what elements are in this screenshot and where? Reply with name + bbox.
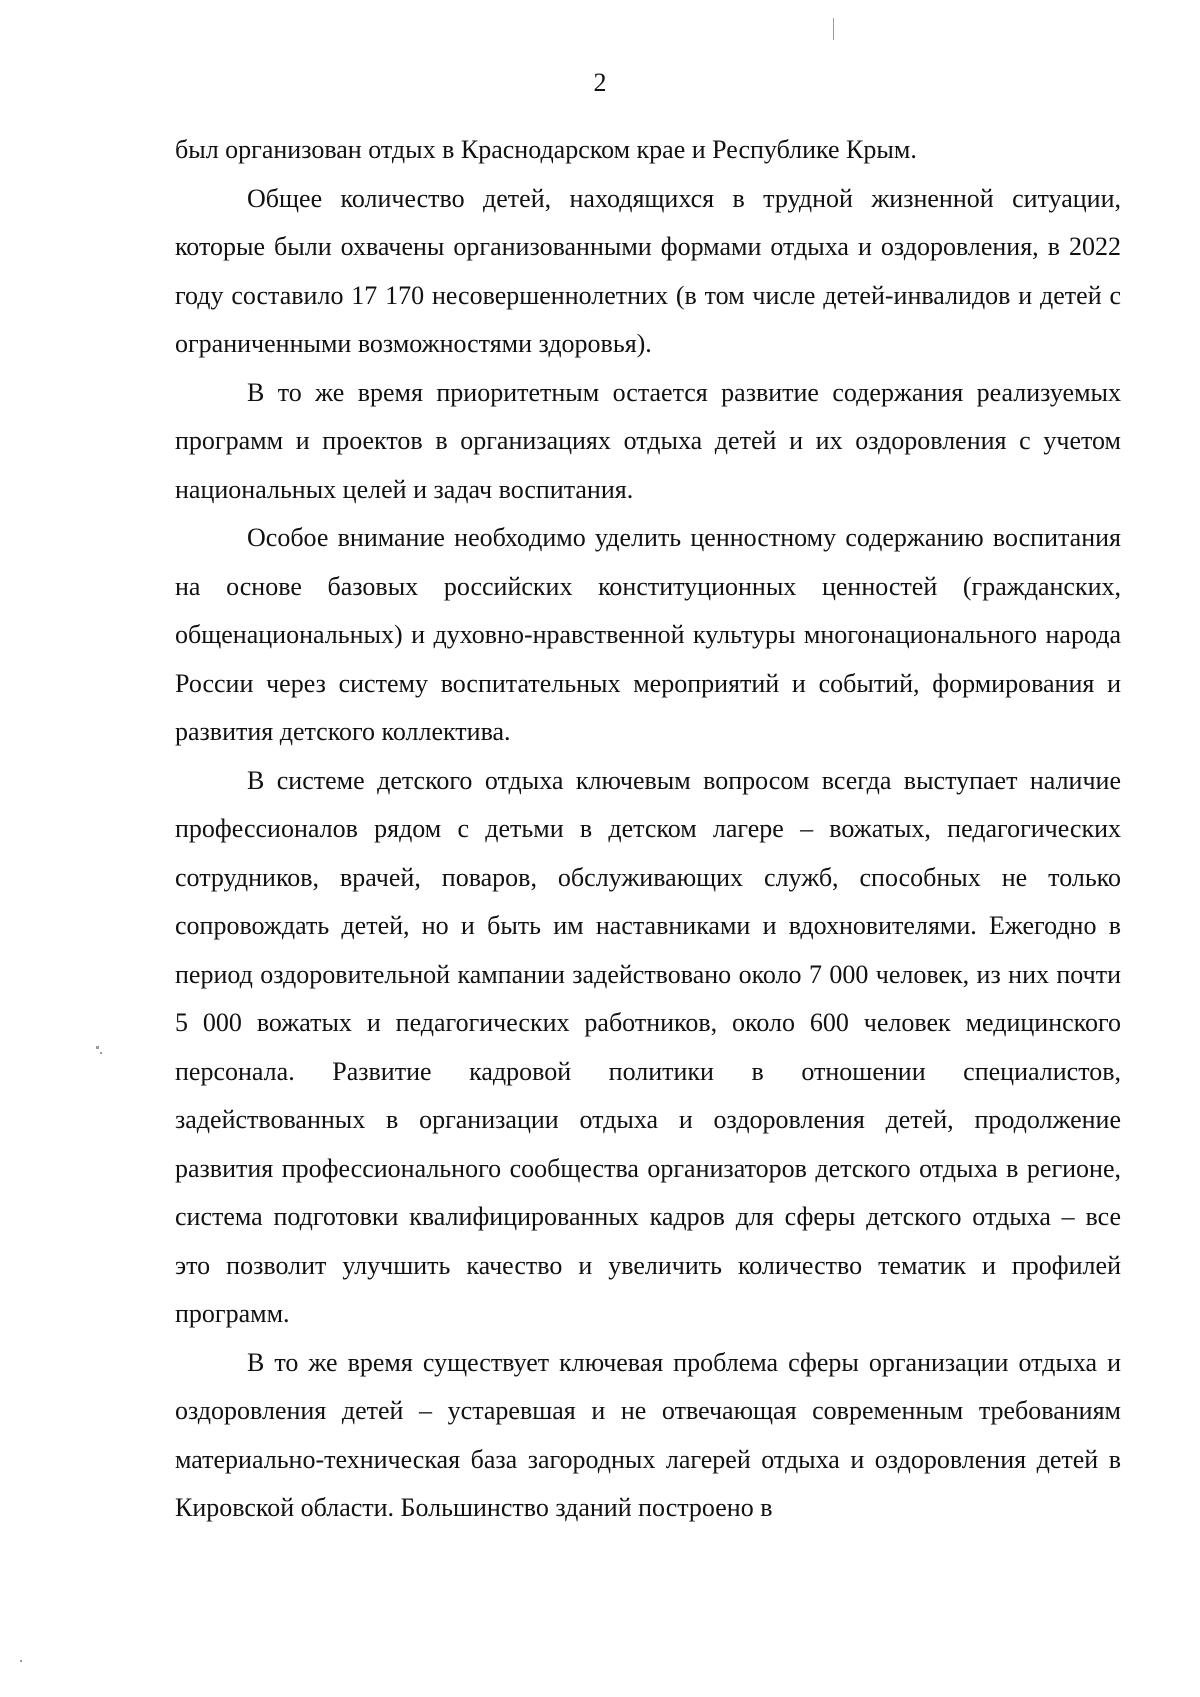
scan-mark (833, 18, 834, 40)
scan-mark (100, 1052, 102, 1054)
document-body (175, 126, 1121, 1533)
paragraph-values-education: Особое внимание необходимо уделить ценностному содержанию воспитания на основе базовых российских конституционных ценностей (гражданских, общенациональных) и духовно-нравственной культуры многонационального народа России через систему воспитательных мероприятий и событий, формирования и развития детского коллектива. (175, 523, 1121, 746)
scan-mark (20, 1660, 22, 1662)
page-number: 2 (593, 68, 607, 97)
paragraph-staff: В системе детского отдыха ключевым вопросом всегда выступает наличие профессионалов рядом с детьми в детском лагере – вожатых, педагогических сотрудников, врачей, поваров, обслуживающих служб, способных не только сопровождать детей, но и быть им наставниками и вдохновителями. Ежегодно в период оздоровительной кампании задействовано около 7 000 человек, из них почти 5 000 вожатых и педагогических работников, около 600 человек медицинского персонала. Развитие кадровой политики в отношении специалистов, задействованных в организации отдыха и оздоровления детей, продолжение развития профессионального сообщества организаторов детского отдыха в регионе, система подготовки квалифицированных кадров для сферы детского отдыха – все это позволит улучшить качество и увеличить количество тематик и профилей программ. (175, 765, 1121, 1328)
paragraph-continuation: был организован отдых в Краснодарском крае и Республике Крым. (175, 135, 917, 164)
paragraph-infrastructure-problem: В то же время существует ключевая проблема сферы организации отдыха и оздоровления детей – устаревшая и не отвечающая современным требованиям материально-техническая база загородных лагерей отдыха и оздоровления детей в Кировской области. Большинство зданий построено в (175, 1347, 1121, 1522)
scan-mark (96, 1046, 99, 1049)
paragraph-children-difficult-situation: Общее количество детей, находящихся в трудной жизненной ситуации, которые были охвачены организованными формами отдыха и оздоровления, в 2022 году составило 17 170 несовершеннолетних (в том числе детей-инвалидов и детей с ограниченными возможностями здоровья). (175, 183, 1121, 358)
paragraph-program-content: В то же время приоритетным остается развитие содержания реализуемых программ и проектов в организациях отдыха детей и их оздоровления с учетом национальных целей и задач воспитания. (175, 377, 1121, 504)
